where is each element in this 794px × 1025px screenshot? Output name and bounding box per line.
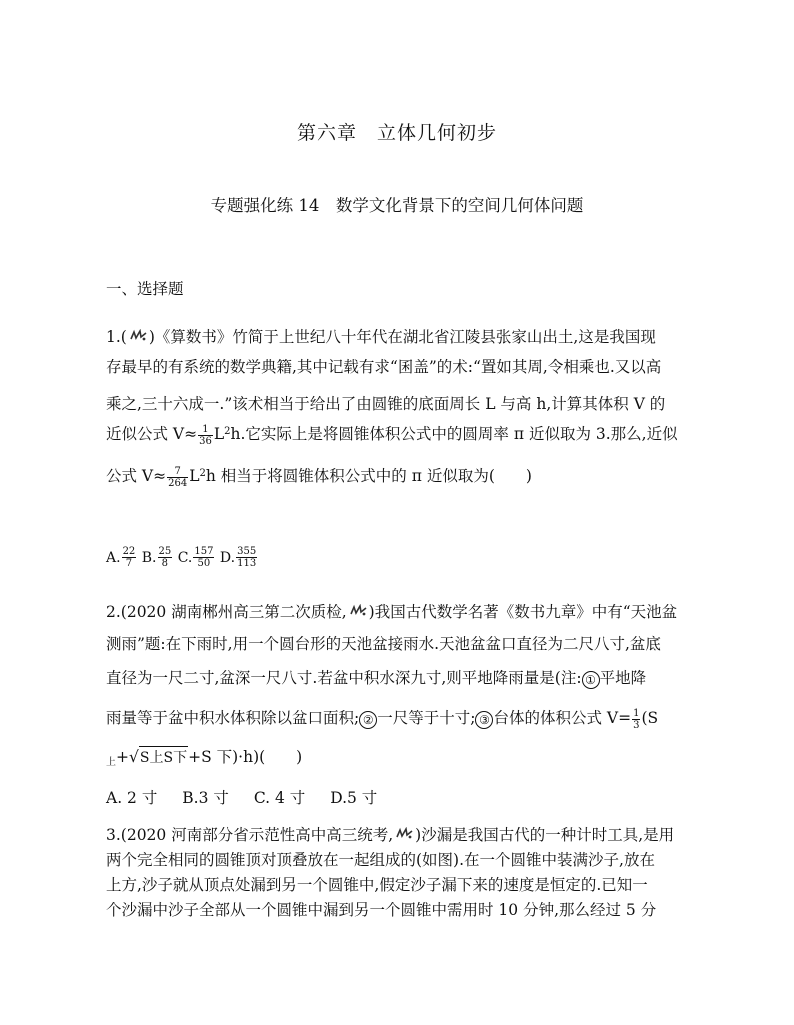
difficulty-star-icon [393,827,415,841]
q1-options [106,546,258,569]
page-subtitle: 专题强化练 14 数学文化背景下的空间几何体问题 [210,196,584,215]
option-a[interactable]: A. 2 寸 [106,789,158,807]
option-d[interactable]: D.5 寸 [330,789,378,807]
q2-options [106,786,397,808]
chapter-title: 第六章 立体几何初步 [296,122,497,144]
option-a[interactable]: A. $\frac{22}{7}$ [106,546,136,569]
difficulty-star-icon [347,604,369,618]
q2-line-4: 雨量等于盆中积水体积除以盆口面积; ② 一尺等于十寸; ③ 台体的体积公式 V= $\frac{1}{3}$ (S [106,707,659,731]
q1-line-5: 公式 V≈ $\frac{7}{264}$ $L^2h$ 相当于将圆锥体积公式中的 π 近似取为( ) [106,465,532,489]
sqrt-expression: S上S下 [139,746,188,767]
fraction-7-264: $\frac{7}{264}$ [168,465,188,489]
q1-line-4: 近似公式 V≈ $\frac{1}{36}$ $L^2h$.它实际上是将圆锥体积公式中的圆周率 π 近似取为 3.那么,近似 [106,423,678,447]
section-heading: 一、选择题 [106,280,184,298]
q2-line-3: 直径为一尺二寸,盆深一尺八寸.若盆中积水深九寸,则平地降雨量是(注: ① 平地降 [106,669,647,687]
q3-line-3: 上方,沙子就从顶点处漏到另一个圆锥中,假定沙子漏下来的速度是恒定的.已知一 [106,876,648,894]
option-d[interactable]: D. $\frac{355}{113}$ [219,546,257,569]
option-c[interactable]: C. $\frac{157}{50}$ [177,546,214,569]
circled-number-3: ③ [475,711,493,729]
q2-line-2: 测雨”题:在下雨时,用一个圆台形的天池盆接雨水.天池盆盆口直径为二尺八寸,盆底 [106,635,661,653]
option-b[interactable]: B. $\frac{25}{8}$ [141,546,172,569]
q3-line-2: 两个完全相同的圆锥顶对顶叠放在一起组成的(如图).在一个圆锥中装满沙子,放在 [106,851,655,869]
q3-line-1: 3.(2020 河南部分省示范性高中高三统考, )沙漏是我国古代的一种计时工具,是用 [106,826,675,844]
q1-line-3: 乘之,三十六成一.”该术相当于给出了由圆锥的底面周长 L 与高 h,计算其体积 V 的 [106,395,666,413]
q1-line-1: 1.( )《算数书》竹简于上世纪八十年代在湖北省江陵县张家山出土,这是我国现 [106,328,656,346]
q2-line-1: 2.(2020 湖南郴州高三第二次质检, )我国古代数学名著《数书九章》中有“天池盆 [106,603,678,621]
fraction-1-36: $\frac{1}{36}$ [199,423,212,447]
q3-line-4: 个沙漏中沙子全部从一个圆锥中漏到另一个圆锥中需用时 10 分钟,那么经过 5 分 [106,901,657,919]
q2-line-5: $_上$+√S上S下+S 下)·h)( ) [106,748,303,768]
option-c[interactable]: C. 4 寸 [253,789,306,807]
fraction-1-3: $\frac{1}{3}$ [633,707,640,731]
circled-number-2: ② [359,711,377,729]
option-b[interactable]: B.3 寸 [182,789,229,807]
q1-line-2: 存最早的有系统的数学典籍,其中记载有求“囷盖”的术:“置如其周,令相乘也.又以高 [106,358,662,376]
difficulty-star-icon [127,329,149,343]
circled-number-1: ① [582,671,600,689]
